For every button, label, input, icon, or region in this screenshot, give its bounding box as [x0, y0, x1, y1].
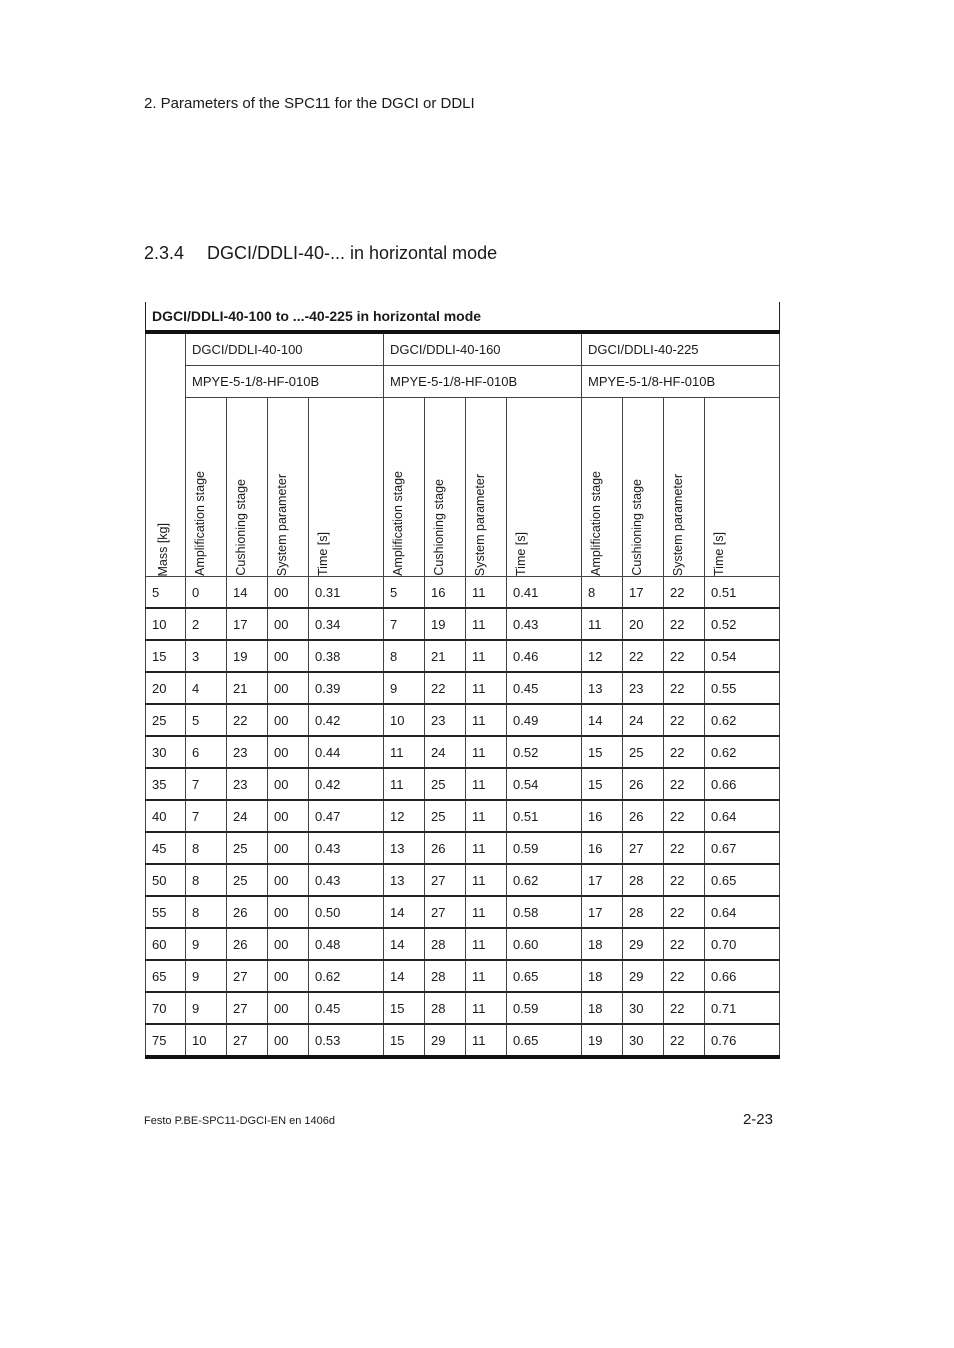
mass-cell: 55 [146, 896, 186, 928]
table-cell: 29 [623, 960, 664, 992]
table-cell: 22 [664, 928, 705, 960]
table-cell: 22 [623, 640, 664, 672]
table-cell: 10 [186, 1024, 227, 1057]
table-cell: 0.43 [309, 864, 384, 896]
table-cell: 15 [582, 768, 623, 800]
table-cell: 9 [186, 960, 227, 992]
table-cell: 8 [186, 896, 227, 928]
table-cell: 00 [268, 640, 309, 672]
table-cell: 22 [425, 672, 466, 704]
table-cell: 14 [384, 928, 425, 960]
column-header-label: Amplification stage [589, 471, 603, 576]
table-cell: 0.58 [507, 896, 582, 928]
column-header [186, 398, 227, 577]
table-cell: 15 [582, 736, 623, 768]
column-header [309, 398, 384, 577]
table-cell: 7 [186, 768, 227, 800]
mass-header [146, 332, 186, 577]
column-header-label: Amplification stage [391, 471, 405, 576]
table-cell: 0.66 [705, 768, 780, 800]
table-row [146, 832, 780, 864]
table-cell: 0.71 [705, 992, 780, 1024]
group-header-3: DGCI/DDLI-40-225 [582, 332, 780, 366]
table-cell: 00 [268, 704, 309, 736]
table-cell: 18 [582, 960, 623, 992]
table-cell: 14 [582, 704, 623, 736]
table-cell: 22 [227, 704, 268, 736]
table-cell: 00 [268, 864, 309, 896]
table-cell: 26 [623, 768, 664, 800]
table-cell: 28 [623, 864, 664, 896]
valve-header-1: MPYE-5-1/8-HF-010B [186, 366, 384, 398]
valve-header-3: MPYE-5-1/8-HF-010B [582, 366, 780, 398]
table-cell: 29 [623, 928, 664, 960]
table-cell: 22 [664, 768, 705, 800]
column-header [507, 398, 582, 577]
table-cell: 11 [466, 1024, 507, 1057]
table-cell: 0.66 [705, 960, 780, 992]
footer-doc-id: Festo P.BE-SPC11-DGCI-EN en 1406d [144, 1115, 335, 1127]
table-cell: 6 [186, 736, 227, 768]
table-cell: 9 [384, 672, 425, 704]
table-cell: 00 [268, 672, 309, 704]
table-cell: 22 [664, 736, 705, 768]
section-title: DGCI/DDLI-40-... in horizontal mode [207, 243, 498, 263]
mass-cell: 45 [146, 832, 186, 864]
table-cell: 19 [425, 608, 466, 640]
table-cell: 0.34 [309, 608, 384, 640]
table-cell: 0.55 [705, 672, 780, 704]
table-cell: 0.59 [507, 992, 582, 1024]
table-cell: 0.62 [705, 704, 780, 736]
table-cell: 21 [425, 640, 466, 672]
table-cell: 11 [466, 704, 507, 736]
table-cell: 2 [186, 608, 227, 640]
table-cell: 8 [186, 832, 227, 864]
table-cell: 26 [425, 832, 466, 864]
table-cell: 12 [384, 800, 425, 832]
table-cell: 11 [466, 577, 507, 609]
table-cell: 24 [425, 736, 466, 768]
table-cell: 0.44 [309, 736, 384, 768]
column-header-label: Time [s] [316, 532, 330, 576]
table-cell: 14 [227, 577, 268, 609]
table-cell: 0.51 [705, 577, 780, 609]
table-cell: 0.41 [507, 577, 582, 609]
table-row [146, 577, 780, 609]
table-cell: 11 [582, 608, 623, 640]
table-cell: 0.62 [309, 960, 384, 992]
table-cell: 0.31 [309, 577, 384, 609]
table-cell: 11 [466, 736, 507, 768]
table-cell: 22 [664, 1024, 705, 1057]
table-cell: 22 [664, 832, 705, 864]
table-row [146, 736, 780, 768]
mass-cell: 50 [146, 864, 186, 896]
column-header-label: System parameter [275, 473, 289, 576]
mass-cell: 75 [146, 1024, 186, 1057]
table-cell: 0.65 [705, 864, 780, 896]
mass-cell: 25 [146, 704, 186, 736]
table-cell: 17 [582, 864, 623, 896]
table-cell: 11 [466, 768, 507, 800]
table-cell: 20 [623, 608, 664, 640]
table-cell: 23 [227, 768, 268, 800]
table-cell: 22 [664, 577, 705, 609]
table-cell: 19 [582, 1024, 623, 1057]
table-cell: 3 [186, 640, 227, 672]
table-cell: 0.59 [507, 832, 582, 864]
mass-cell: 35 [146, 768, 186, 800]
table-cell: 00 [268, 832, 309, 864]
table-cell: 25 [425, 800, 466, 832]
column-header-label: Cushioning stage [432, 479, 446, 576]
table-cell: 00 [268, 928, 309, 960]
table-cell: 27 [227, 960, 268, 992]
table-cell: 5 [186, 704, 227, 736]
table-cell: 28 [425, 928, 466, 960]
table-cell: 12 [582, 640, 623, 672]
table-cell: 00 [268, 800, 309, 832]
table-cell: 0.54 [705, 640, 780, 672]
table-cell: 14 [384, 896, 425, 928]
table-cell: 0.70 [705, 928, 780, 960]
table-cell: 13 [582, 672, 623, 704]
mass-header-label: Mass [kg] [156, 522, 170, 576]
table-cell: 24 [623, 704, 664, 736]
table-cell: 8 [582, 577, 623, 609]
column-header [227, 398, 268, 577]
table-cell: 22 [664, 896, 705, 928]
table-cell: 0.47 [309, 800, 384, 832]
table-cell: 10 [384, 704, 425, 736]
table-cell: 11 [466, 864, 507, 896]
table-cell: 29 [425, 1024, 466, 1057]
table-cell: 17 [582, 896, 623, 928]
table-cell: 0.65 [507, 1024, 582, 1057]
table-cell: 28 [425, 992, 466, 1024]
table-cell: 0.76 [705, 1024, 780, 1057]
mass-cell: 10 [146, 608, 186, 640]
table-cell: 15 [384, 992, 425, 1024]
table-cell: 15 [384, 1024, 425, 1057]
table-cell: 0.53 [309, 1024, 384, 1057]
group-header-2: DGCI/DDLI-40-160 [384, 332, 582, 366]
table-cell: 22 [664, 800, 705, 832]
table-cell: 0.52 [705, 608, 780, 640]
table-row [146, 864, 780, 896]
table-cell: 14 [384, 960, 425, 992]
table-body [146, 577, 780, 1058]
table-row [146, 960, 780, 992]
table-cell: 22 [664, 864, 705, 896]
table-cell: 0.43 [309, 832, 384, 864]
table-row [146, 896, 780, 928]
column-header-label: System parameter [473, 473, 487, 576]
table-cell: 11 [384, 768, 425, 800]
table-cell: 19 [227, 640, 268, 672]
section-heading [144, 243, 497, 264]
table-cell: 0.42 [309, 768, 384, 800]
table-cell: 0.39 [309, 672, 384, 704]
table-cell: 00 [268, 992, 309, 1024]
table-cell: 0 [186, 577, 227, 609]
table-row [146, 640, 780, 672]
table-cell: 13 [384, 864, 425, 896]
column-header [384, 398, 425, 577]
table-row [146, 800, 780, 832]
table-row [146, 928, 780, 960]
table-row [146, 1024, 780, 1057]
table-cell: 11 [466, 960, 507, 992]
table-cell: 0.64 [705, 896, 780, 928]
table-cell: 00 [268, 577, 309, 609]
column-header-label: Amplification stage [193, 471, 207, 576]
column-header [664, 398, 705, 577]
table-cell: 23 [623, 672, 664, 704]
column-header [623, 398, 664, 577]
table-cell: 22 [664, 992, 705, 1024]
table-cell: 0.51 [507, 800, 582, 832]
table-cell: 8 [186, 864, 227, 896]
table-cell: 0.62 [705, 736, 780, 768]
table-row [146, 992, 780, 1024]
table-cell: 30 [623, 992, 664, 1024]
table-cell: 4 [186, 672, 227, 704]
table-cell: 27 [425, 896, 466, 928]
table-cell: 9 [186, 928, 227, 960]
mass-cell: 40 [146, 800, 186, 832]
table-cell: 27 [227, 992, 268, 1024]
table-cell: 11 [466, 800, 507, 832]
table-cell: 22 [664, 960, 705, 992]
table-cell: 25 [425, 768, 466, 800]
table-cell: 16 [582, 800, 623, 832]
table-cell: 00 [268, 896, 309, 928]
mass-cell: 20 [146, 672, 186, 704]
table-row [146, 704, 780, 736]
table-cell: 0.42 [309, 704, 384, 736]
column-header-label: Time [s] [514, 532, 528, 576]
table-cell: 0.46 [507, 640, 582, 672]
section-number: 2.3.4 [144, 243, 185, 263]
table-cell: 8 [384, 640, 425, 672]
table-cell: 00 [268, 768, 309, 800]
column-header [466, 398, 507, 577]
table-cell: 22 [664, 640, 705, 672]
table-cell: 26 [623, 800, 664, 832]
table-cell: 9 [186, 992, 227, 1024]
table-cell: 0.62 [507, 864, 582, 896]
table-cell: 00 [268, 960, 309, 992]
mass-cell: 5 [146, 577, 186, 609]
column-header [268, 398, 309, 577]
table-cell: 0.65 [507, 960, 582, 992]
table-cell: 11 [466, 928, 507, 960]
column-header-label: Cushioning stage [630, 479, 644, 576]
table-cell: 00 [268, 1024, 309, 1057]
table-cell: 11 [384, 736, 425, 768]
table-cell: 0.60 [507, 928, 582, 960]
table-cell: 25 [623, 736, 664, 768]
table-cell: 26 [227, 928, 268, 960]
table-cell: 0.64 [705, 800, 780, 832]
parameter-table [145, 302, 780, 1059]
mass-cell: 30 [146, 736, 186, 768]
column-header [582, 398, 623, 577]
table-cell: 7 [186, 800, 227, 832]
table-row [146, 608, 780, 640]
table-cell: 0.48 [309, 928, 384, 960]
table-cell: 00 [268, 736, 309, 768]
column-header-label: Cushioning stage [234, 479, 248, 576]
table-cell: 18 [582, 992, 623, 1024]
table-cell: 24 [227, 800, 268, 832]
chapter-heading: 2. Parameters of the SPC11 for the DGCI or DDLI [144, 95, 475, 112]
mass-cell: 60 [146, 928, 186, 960]
table-cell: 23 [425, 704, 466, 736]
table-cell: 11 [466, 640, 507, 672]
table-cell: 27 [623, 832, 664, 864]
column-header-label: System parameter [671, 473, 685, 576]
mass-cell: 70 [146, 992, 186, 1024]
table-cell: 0.67 [705, 832, 780, 864]
column-header [705, 398, 780, 577]
table-cell: 17 [623, 577, 664, 609]
table-cell: 11 [466, 832, 507, 864]
table-cell: 21 [227, 672, 268, 704]
table-cell: 5 [384, 577, 425, 609]
table-cell: 00 [268, 608, 309, 640]
table-cell: 0.54 [507, 768, 582, 800]
table-cell: 18 [582, 928, 623, 960]
table-cell: 16 [425, 577, 466, 609]
table-cell: 28 [425, 960, 466, 992]
table-cell: 16 [582, 832, 623, 864]
table-cell: 0.38 [309, 640, 384, 672]
table-cell: 11 [466, 896, 507, 928]
table-title: DGCI/DDLI-40-100 to ...-40-225 in horizontal mode [146, 302, 780, 332]
table-cell: 22 [664, 672, 705, 704]
table-cell: 23 [227, 736, 268, 768]
table-cell: 0.50 [309, 896, 384, 928]
table-cell: 17 [227, 608, 268, 640]
mass-cell: 65 [146, 960, 186, 992]
table-cell: 0.49 [507, 704, 582, 736]
table-cell: 27 [425, 864, 466, 896]
table-cell: 27 [227, 1024, 268, 1057]
group-header-1: DGCI/DDLI-40-100 [186, 332, 384, 366]
table-cell: 30 [623, 1024, 664, 1057]
column-header-label: Time [s] [712, 532, 726, 576]
mass-cell: 15 [146, 640, 186, 672]
table-cell: 11 [466, 992, 507, 1024]
table-cell: 0.52 [507, 736, 582, 768]
table-row [146, 768, 780, 800]
table-cell: 22 [664, 608, 705, 640]
table-cell: 22 [664, 704, 705, 736]
table-cell: 28 [623, 896, 664, 928]
table-cell: 7 [384, 608, 425, 640]
table-cell: 25 [227, 864, 268, 896]
table-cell: 11 [466, 608, 507, 640]
table-cell: 26 [227, 896, 268, 928]
parameter-table-container [145, 302, 779, 1059]
column-header [425, 398, 466, 577]
valve-header-2: MPYE-5-1/8-HF-010B [384, 366, 582, 398]
footer-page-number: 2-23 [742, 1111, 773, 1128]
table-cell: 13 [384, 832, 425, 864]
table-cell: 0.43 [507, 608, 582, 640]
table-cell: 0.45 [507, 672, 582, 704]
table-row [146, 672, 780, 704]
table-cell: 0.45 [309, 992, 384, 1024]
table-cell: 25 [227, 832, 268, 864]
table-cell: 11 [466, 672, 507, 704]
